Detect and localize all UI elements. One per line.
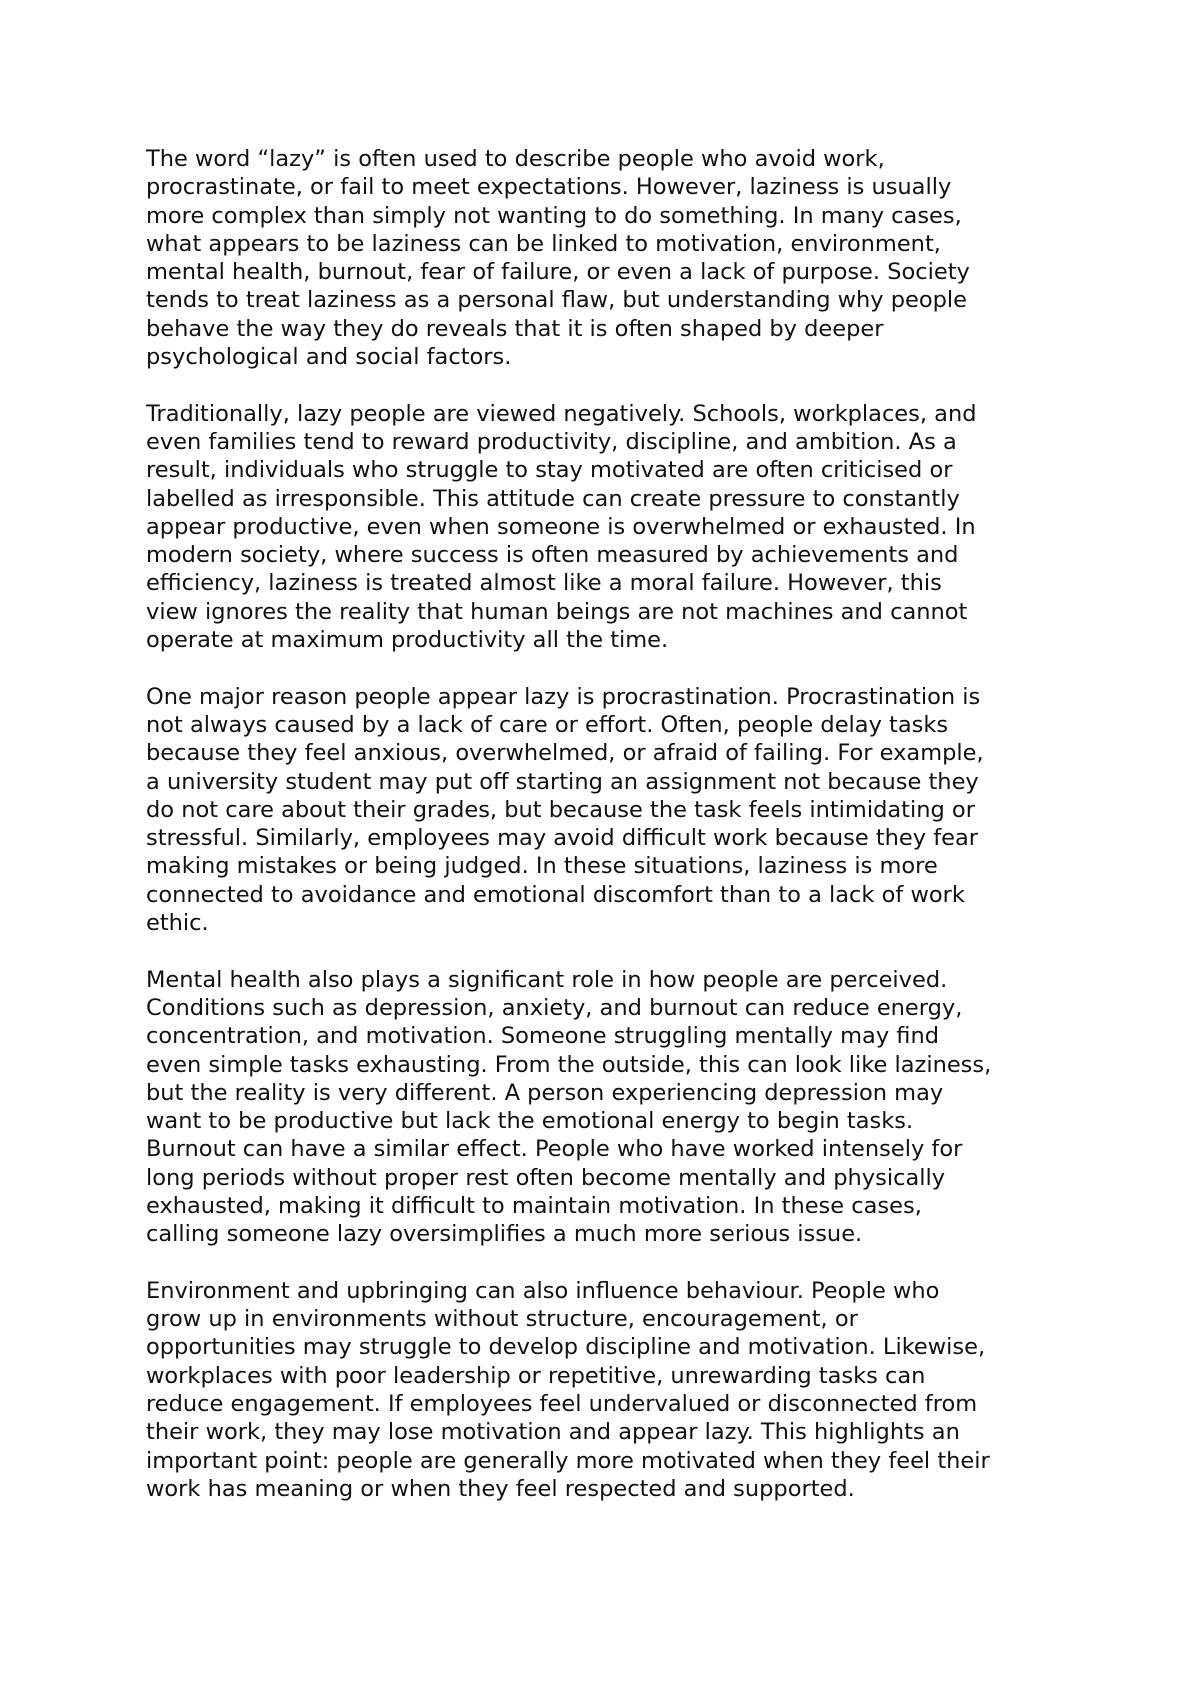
text-line: because they feel anxious, overwhelmed, or afraid of failing. For example,: [146, 740, 984, 767]
text-line: tends to treat laziness as a personal flaw, but understanding why people: [146, 287, 968, 314]
text-line: Conditions such as depression, anxiety, and burnout can reduce energy,: [146, 994, 963, 1021]
text-line: One major reason people appear lazy is procrastination. Procrastination is: [146, 683, 981, 710]
text-line: not always caused by a lack of care or effort. Often, people delay tasks: [146, 711, 949, 738]
text-line: a university student may put off starting an assignment not because they: [146, 768, 979, 795]
text-line: stressful. Similarly, employees may avoid difficult work because they fear: [146, 825, 979, 852]
text-line: even simple tasks exhausting. From the outside, this can look like laziness,: [146, 1051, 992, 1078]
text-line: operate at maximum productivity all the time.: [146, 627, 669, 654]
text-line: appear productive, even when someone is overwhelmed or exhausted. In: [146, 513, 976, 540]
paragraph-5: [146, 1277, 1076, 1503]
text-line: psychological and social factors.: [146, 344, 512, 371]
text-line: even families tend to reward productivity, discipline, and ambition. As a: [146, 428, 957, 455]
text-line: more complex than simply not wanting to do something. In many cases,: [146, 202, 962, 229]
text-line: modern society, where success is often measured by achievements and: [146, 542, 959, 569]
paragraph-4: [146, 966, 1076, 1249]
text-line: result, individuals who struggle to stay motivated are often criticised or: [146, 457, 953, 484]
text-line: grow up in environments without structure, encouragement, or: [146, 1306, 858, 1333]
text-line: connected to avoidance and emotional discomfort than to a lack of work: [146, 881, 965, 908]
text-line: Environment and upbringing can also influence behaviour. People who: [146, 1277, 940, 1304]
text-line: calling someone lazy oversimplifies a much more serious issue.: [146, 1221, 863, 1248]
text-line: but the reality is very different. A person experiencing depression may: [146, 1079, 944, 1106]
text-line: labelled as irresponsible. This attitude can create pressure to constantly: [146, 485, 960, 512]
text-line: mental health, burnout, fear of failure, or even a lack of purpose. Society: [146, 259, 970, 286]
text-line: opportunities may struggle to develop discipline and motivation. Likewise,: [146, 1334, 986, 1361]
text-line: long periods without proper rest often become mentally and physically: [146, 1164, 946, 1191]
text-line: do not care about their grades, but because the task feels intimidating or: [146, 796, 975, 823]
text-line: ethic.: [146, 910, 209, 937]
text-line: want to be productive but lack the emotional energy to begin tasks.: [146, 1108, 914, 1135]
text-line: procrastinate, or fail to meet expectations. However, laziness is usually: [146, 174, 952, 201]
text-line: efficiency, laziness is treated almost like a moral failure. However, this: [146, 570, 942, 597]
text-line: Mental health also plays a significant role in how people are perceived.: [146, 966, 948, 993]
text-line: The word “lazy” is often used to describe people who avoid work,: [146, 146, 885, 172]
text-line: making mistakes or being judged. In these situations, laziness is more: [146, 853, 938, 880]
document-body: [146, 145, 1076, 1532]
text-line: view ignores the reality that human beings are not machines and cannot: [146, 598, 968, 625]
text-line: reduce engagement. If employees feel undervalued or disconnected from: [146, 1391, 978, 1418]
text-line: important point: people are generally more motivated when they feel their: [146, 1447, 990, 1474]
text-line: Traditionally, lazy people are viewed negatively. Schools, workplaces, and: [146, 400, 977, 427]
text-line: workplaces with poor leadership or repetitive, unrewarding tasks can: [146, 1362, 926, 1389]
text-line: work has meaning or when they feel respected and supported.: [146, 1475, 855, 1502]
text-line: their work, they may lose motivation and appear lazy. This highlights an: [146, 1419, 960, 1446]
text-line: concentration, and motivation. Someone struggling mentally may find: [146, 1023, 940, 1050]
paragraph-3: [146, 683, 1076, 938]
text-line: exhausted, making it difficult to maintain motivation. In these cases,: [146, 1192, 922, 1219]
text-line: Burnout can have a similar effect. People who have worked intensely for: [146, 1136, 963, 1163]
text-line: what appears to be laziness can be linked to motivation, environment,: [146, 230, 941, 257]
paragraph-1: [146, 145, 1076, 371]
paragraph-2: [146, 400, 1076, 655]
text-line: behave the way they do reveals that it is often shaped by deeper: [146, 315, 884, 342]
